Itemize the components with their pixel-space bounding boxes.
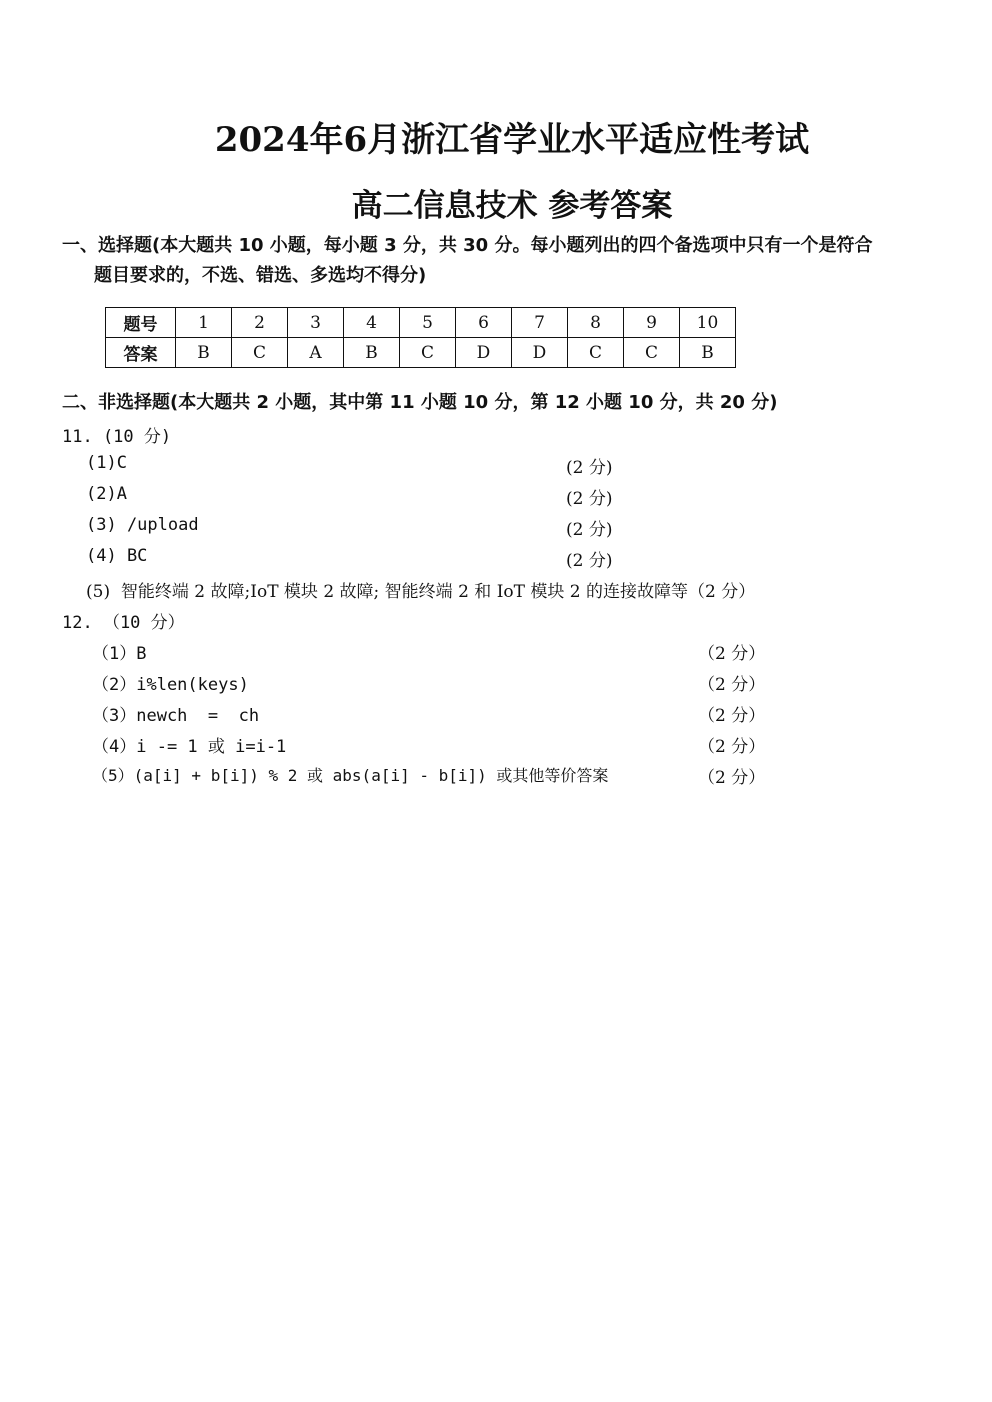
q11-item-2-score: (2 分) — [566, 489, 613, 509]
section2-heading: 二、非选择题(本大题共 2 小题，其中第 11 小题 10 分，第 12 小题 10 分，共 20 分) — [62, 392, 778, 413]
question-number: 3 — [288, 308, 344, 338]
q11-item-3-score: (2 分) — [566, 520, 613, 540]
row-label-answer: 答案 — [106, 338, 176, 368]
answer-cell: C — [400, 338, 456, 368]
answer-cell: C — [568, 338, 624, 368]
question-number: 1 — [176, 308, 232, 338]
answer-cell: C — [232, 338, 288, 368]
section1-heading-line2: 题目要求的，不选、错选、多选均不得分) — [94, 265, 427, 286]
q12-item-1-score: （2 分） — [698, 644, 766, 664]
q12-item-4-score: （2 分） — [698, 737, 766, 757]
q12-item-3: （3）newch = ch — [92, 706, 260, 726]
question-number: 5 — [400, 308, 456, 338]
page-subtitle: 高二信息技术 参考答案 — [351, 188, 673, 224]
q12-item-5: （5）(a[i] + b[i]) % 2 或 abs(a[i] - b[i]) 或其他等价答案 — [92, 766, 609, 785]
q12-header: 12. （10 分） — [62, 613, 185, 633]
answer-cell: A — [288, 338, 344, 368]
q11-item-4: (4) BC — [86, 546, 148, 566]
q11-item-1: (1)C — [86, 453, 127, 473]
answer-cell: D — [456, 338, 512, 368]
q11-item-2: (2)A — [86, 484, 127, 504]
q12-item-4: （4）i -= 1 或 i=i-1 — [92, 737, 287, 757]
q11-item-5: (5) 智能终端 2 故障;IoT 模块 2 故障; 智能终端 2 和 IoT 模块 2 的连接故障等（2 分） — [86, 582, 756, 602]
q11-item-3: (3) /upload — [86, 515, 199, 535]
answer-table-answer-row — [106, 338, 736, 368]
q12-item-2-score: （2 分） — [698, 675, 766, 695]
question-number: 7 — [512, 308, 568, 338]
row-label-number: 题号 — [106, 308, 176, 338]
section1-heading-line1: 一、选择题(本大题共 10 小题，每小题 3 分，共 30 分。每小题列出的四个备选项中只有一个是符合 — [62, 235, 873, 256]
section1-heading — [62, 231, 972, 291]
question-number: 6 — [456, 308, 512, 338]
q12-item-2: （2）i%len(keys) — [92, 675, 249, 695]
q11-item-4-score: (2 分) — [566, 551, 613, 571]
q12-item-5-score: （2 分） — [698, 768, 766, 788]
answer-table-number-row — [106, 308, 736, 338]
answer-cell: B — [680, 338, 736, 368]
question-number: 4 — [344, 308, 400, 338]
question-number: 2 — [232, 308, 288, 338]
answer-cell: C — [624, 338, 680, 368]
question-number: 10 — [680, 308, 736, 338]
answer-cell: B — [344, 338, 400, 368]
answer-cell: B — [176, 338, 232, 368]
q11-header: 11. (10 分) — [62, 427, 172, 447]
answer-cell: D — [512, 338, 568, 368]
question-number: 9 — [624, 308, 680, 338]
q12-item-3-score: （2 分） — [698, 706, 766, 726]
answer-table — [105, 307, 736, 368]
q11-item-1-score: (2 分) — [566, 458, 613, 478]
question-number: 8 — [568, 308, 624, 338]
page-title: 2024年6月浙江省学业水平适应性考试 — [214, 120, 810, 160]
q12-item-1: （1）B — [92, 644, 147, 664]
